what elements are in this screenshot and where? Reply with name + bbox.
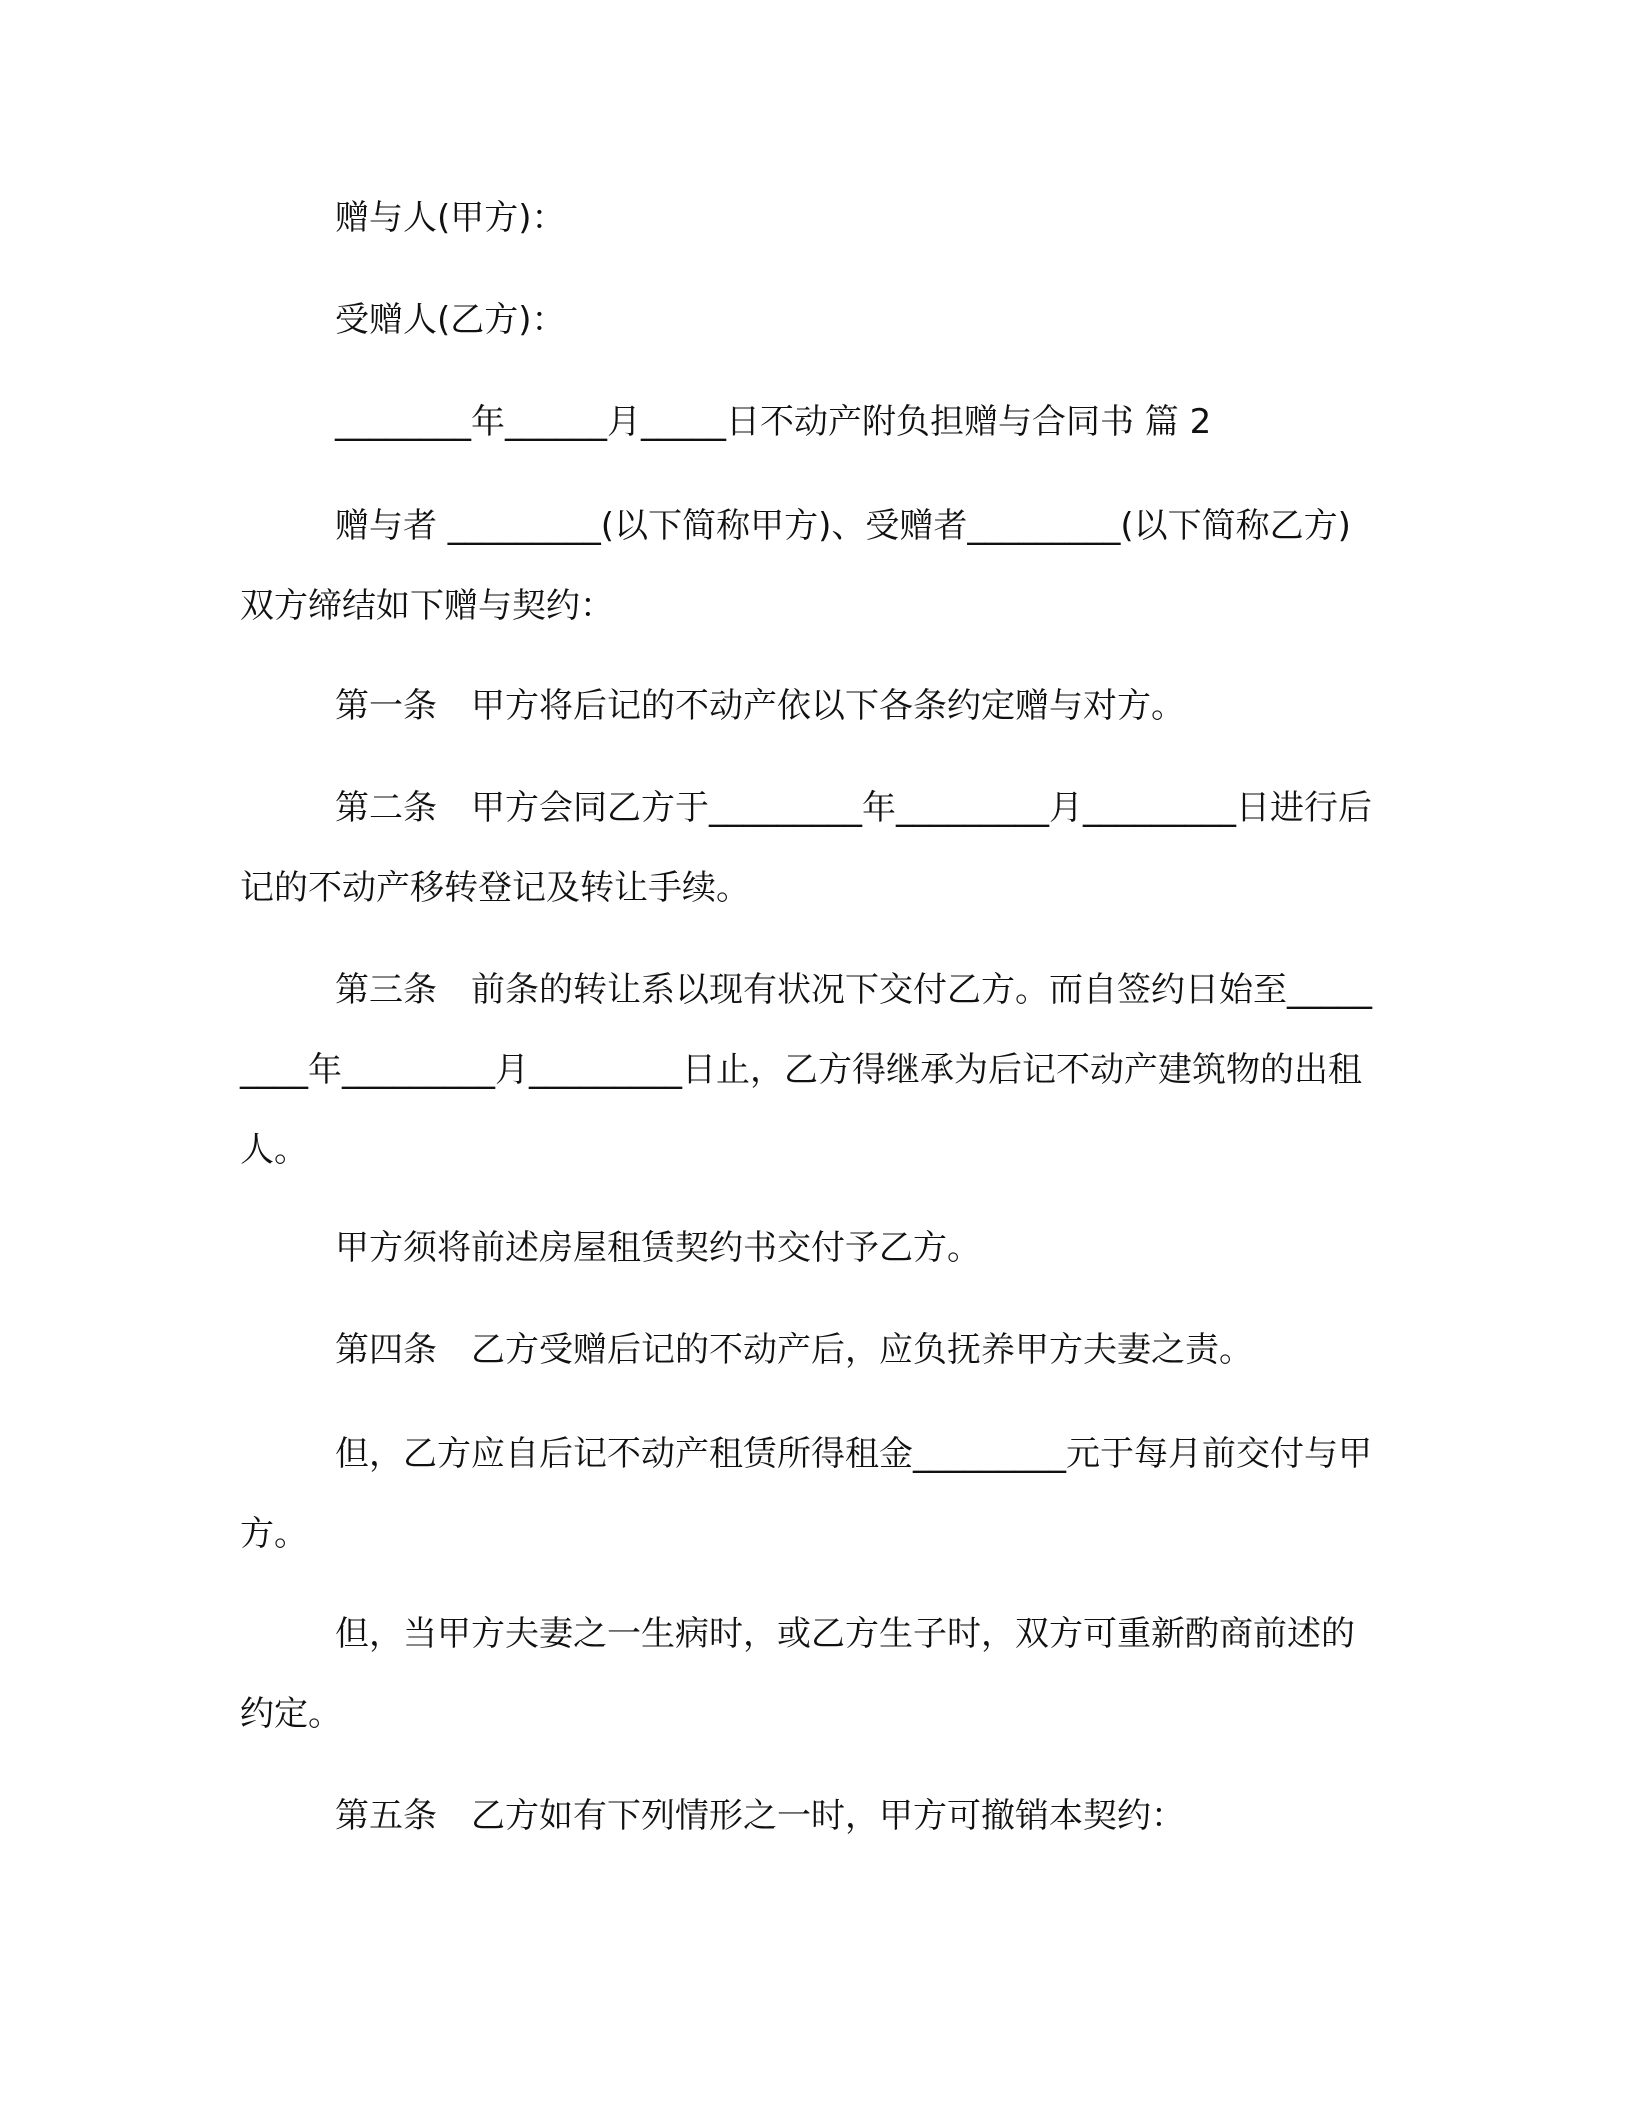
contract-title-line: ________年______月_____日不动产附负担赠与合同书 篇 2 [335, 402, 1212, 442]
article-1: 第一条 甲方将后记的不动产依以下各条约定赠与对方。 [335, 686, 1185, 726]
parties-paragraph: 赠与者 _________(以下简称甲方)、受赠者_________(以下简称乙方)双方缔结如下赠与契约： [240, 506, 1351, 626]
article-2: 第二条 甲方会同乙方于_________年_________月_________日进行后记的不动产移转登记及转让手续。 [240, 788, 1372, 908]
rent-payment-paragraph: 但，乙方应自后记不动产租赁所得租金_________元于每月前交付与甲方。 [240, 1434, 1372, 1554]
article-3: 第三条 前条的转让系以现有状况下交付乙方。而自签约日始至_________年_________月_________日止，乙方得继承为后记不动产建筑物的出租人。 [240, 970, 1372, 1170]
donee-line: 受赠人(乙方)： [335, 300, 566, 340]
article-4: 第四条 乙方受赠后记的不动产后，应负抚养甲方夫妻之责。 [335, 1330, 1253, 1370]
donor-line: 赠与人(甲方)： [335, 198, 566, 238]
article-5: 第五条 乙方如有下列情形之一时，甲方可撤销本契约： [335, 1796, 1185, 1836]
lease-handover-paragraph: 甲方须将前述房屋租赁契约书交付予乙方。 [335, 1228, 981, 1268]
renegotiation-paragraph: 但，当甲方夫妻之一生病时，或乙方生子时，双方可重新酌商前述的约定。 [240, 1614, 1355, 1734]
